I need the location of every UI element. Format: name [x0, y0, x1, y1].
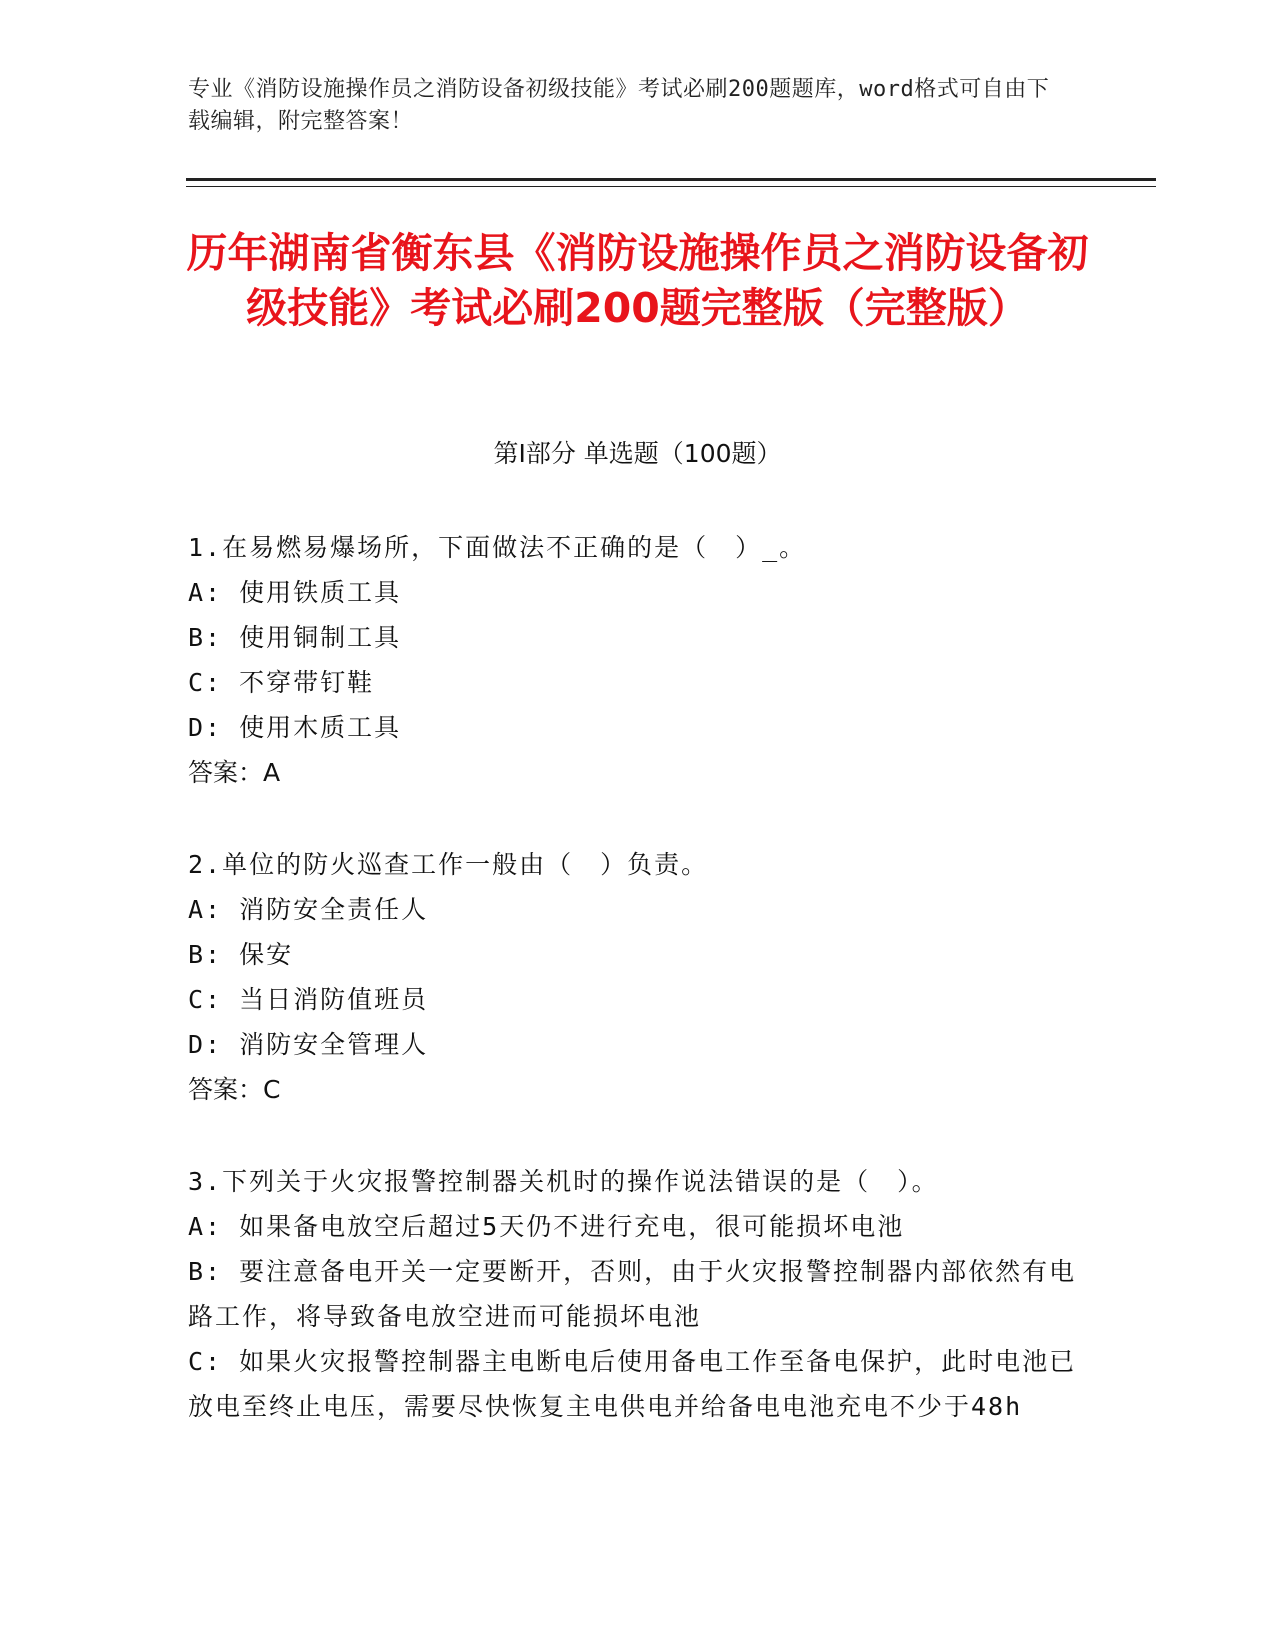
question-stem: 1.在易燃易爆场所，下面做法不正确的是（ ）_。	[188, 533, 807, 562]
option-b: B: 使用铜制工具	[188, 623, 402, 652]
question-2	[188, 842, 1088, 1112]
question-stem: 3.下列关于火灾报警控制器关机时的操作说法错误的是（ ）。	[188, 1167, 939, 1196]
question-list	[188, 525, 1088, 1476]
option-c: C: 当日消防值班员	[188, 985, 429, 1014]
option-b: B: 保安	[188, 940, 294, 969]
question-3	[188, 1159, 1088, 1429]
question-1	[188, 525, 1088, 795]
option-a: A: 如果备电放空后超过5天仍不进行充电，很可能损坏电池	[188, 1212, 905, 1241]
option-d: D: 消防安全管理人	[188, 1030, 429, 1059]
option-b: B: 要注意备电开关一定要断开，否则，由于火灾报警控制器内部依然有电路工作，将导致备电放空进而可能损坏电池	[188, 1257, 1077, 1331]
option-c: C: 如果火灾报警控制器主电断电后使用备电工作至备电保护，此时电池已放电至终止电压，需要尽快恢复主电供电并给备电电池充电不少于48h	[188, 1347, 1077, 1421]
header-note: 专业《消防设施操作员之消防设备初级技能》考试必刷200题题库，word格式可自由下载编辑，附完整答案！	[188, 77, 1050, 134]
option-d: D: 使用木质工具	[188, 713, 402, 742]
answer: 答案：A	[188, 758, 281, 787]
header-divider-thick	[186, 178, 1156, 181]
section-heading: 第Ⅰ部分 单选题（100题）	[493, 439, 782, 468]
answer: 答案：C	[188, 1075, 281, 1104]
question-stem: 2.单位的防火巡查工作一般由（ ）负责。	[188, 850, 709, 879]
option-a: A: 使用铁质工具	[188, 578, 402, 607]
header-divider-thin	[186, 186, 1156, 187]
document-title: 历年湖南省衡东县《消防设施操作员之消防设备初级技能》考试必刷200题完整版（完整版）	[186, 229, 1089, 332]
option-c: C: 不穿带钉鞋	[188, 668, 375, 697]
option-a: A: 消防安全责任人	[188, 895, 429, 924]
